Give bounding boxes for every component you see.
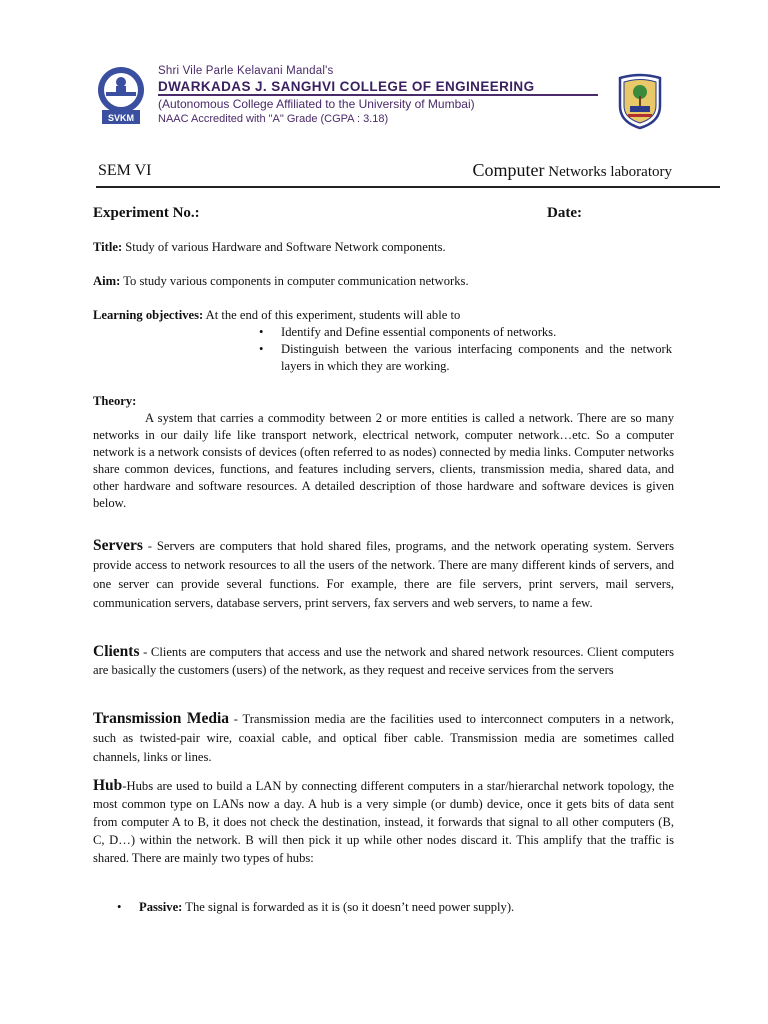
transmission-media-text: - Transmission media are the facilities used to interconnect computers in a network, such as twisted-pair wire, coaxial cable, and optical fiber cable. Transmission media are sometimes called channels, links or lines. — [93, 712, 674, 764]
list-item: • Identify and Define essential components of networks. — [259, 325, 557, 339]
servers-text: - Servers are computers that hold shared files, programs, and the network operating system. Servers provide access to network resources to all the users of the network. There are many different kinds of servers, and one server can provide several functions. For example, there are file servers, print servers, mail servers, communication servers, database servers, print servers, fax servers and web servers, to name a few. — [93, 539, 674, 610]
aim-text: To study various components in computer communication networks. — [120, 274, 469, 288]
title-label: Title: — [93, 240, 123, 254]
experiment-row — [93, 205, 593, 222]
hub-paragraph — [93, 777, 674, 867]
clients-paragraph — [93, 643, 674, 679]
date-label: Date: — [547, 205, 582, 221]
course-title-rest: Networks laboratory — [544, 164, 672, 180]
bullet-icon: • — [259, 325, 264, 339]
clients-text: - Clients are computers that access and use the network and shared network resources. Client computers are basically the customers (users) of the network, as they request and receive services from the servers — [93, 645, 674, 677]
aim-label: Aim: — [93, 274, 121, 288]
theory-section — [93, 393, 674, 512]
experiment-label: Experiment No.: — [93, 205, 200, 221]
theory-label: Theory: — [93, 394, 137, 408]
transmission-media-paragraph — [93, 709, 674, 767]
college-header — [96, 64, 676, 142]
course-title-main: Computer — [472, 160, 545, 180]
title-paragraph — [93, 239, 674, 256]
svkm-logo-icon — [96, 66, 146, 130]
bullet-icon: • — [259, 342, 264, 356]
header-divider — [158, 94, 598, 96]
college-emblem-icon — [616, 72, 664, 130]
list-item: • Distinguish between the various interfacing components and the network layers in which they are working. — [259, 342, 672, 373]
college-name: DWARKADAS J. SANGHVI COLLEGE OF ENGINEERING — [158, 79, 535, 94]
transmission-media-term: Transmission Media — [93, 710, 230, 727]
hub-term: Hub — [93, 777, 123, 794]
title-text: Study of various Hardware and Software Network components. — [122, 240, 446, 254]
lo-list — [255, 324, 672, 375]
theory-text: A system that carries a commodity between 2 or more entities is called a network. There are so many networks in our daily life like transport network, electrical network, computer network…etc. So a computer network is a network consists of devices (often referred to as nodes) connected by media links. Computer networks share common devices, functions, and features including servers, clients, transmission media, shared data, and other hardware and software resources. A detailed description of those hardware and software devices is given below. — [93, 411, 674, 510]
accreditation: NAAC Accredited with "A" Grade (CGPA : 3.18) — [158, 113, 389, 125]
list-item: • Passive: The signal is forwarded as it is (so it doesn’t need power supply). — [117, 900, 515, 914]
bullet-icon: • — [117, 900, 122, 914]
servers-paragraph — [93, 536, 674, 613]
learning-objectives — [93, 307, 674, 375]
semester-label: SEM VI — [98, 162, 152, 179]
lo-label: Learning objectives: — [93, 308, 204, 322]
aim-paragraph — [93, 273, 674, 290]
hub-text: -Hubs are used to build a LAN by connecting different computers in a star/hierarchal network topology, the most common type on LANs now a day. A hub is a very simple (or dumb) device, once it gets bits of data sent from computer A to B, it does not check the destination, instead, it forwards that signal to all other computers (B, C, D…) within the network. B will then pick it up while other nodes discard it. This amplify that the traffic is shared. There are mainly two types of hubs: — [93, 779, 674, 865]
trust-name: Shri Vile Parle Kelavani Mandal's — [158, 65, 334, 77]
course-title — [473, 160, 672, 181]
lo-text: At the end of this experiment, students will able to — [203, 308, 461, 322]
servers-term: Servers — [93, 537, 143, 554]
svg-text:SVKM: SVKM — [107, 113, 135, 123]
hub-types-list — [113, 899, 674, 916]
clients-term: Clients — [93, 643, 140, 660]
course-header-row — [96, 160, 720, 188]
hub-types — [93, 899, 674, 916]
affiliation: (Autonomous College Affiliated to the University of Mumbai) — [158, 97, 475, 111]
